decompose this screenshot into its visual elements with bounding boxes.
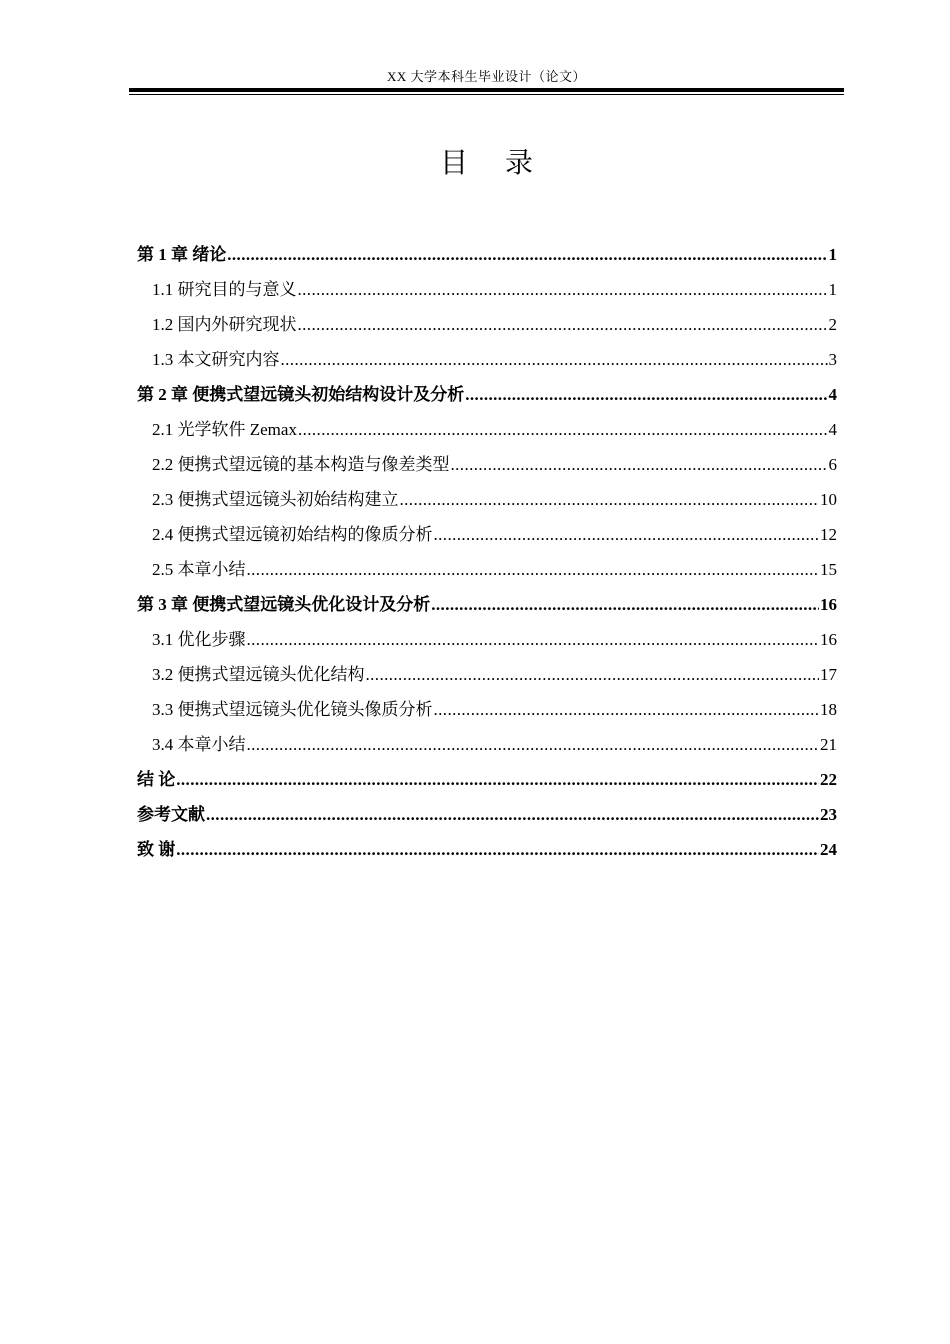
toc-page-number: 1	[828, 280, 837, 299]
toc-dot-leader	[206, 797, 819, 832]
toc-entry-label: 参考文献	[137, 805, 205, 824]
toc-section-entry[interactable]	[137, 552, 837, 587]
toc-page-number: 16	[820, 595, 837, 614]
toc-dot-leader	[176, 762, 819, 797]
toc-chapter-entry[interactable]	[137, 832, 837, 867]
toc-dot-leader	[465, 377, 827, 412]
toc-page-number: 16	[820, 630, 837, 649]
toc-page-number: 17	[820, 665, 837, 684]
toc-section-entry[interactable]	[137, 272, 837, 307]
toc-chapter-entry[interactable]	[137, 237, 837, 272]
toc-section-entry[interactable]	[137, 447, 837, 482]
toc-section-entry[interactable]	[137, 412, 837, 447]
toc-dot-leader	[451, 447, 828, 482]
toc-page-number: 4	[828, 420, 837, 439]
toc-chapter-entry[interactable]	[137, 797, 837, 832]
toc-dot-leader	[434, 692, 820, 727]
toc-entry-label: 3.1 优化步骤	[152, 630, 246, 649]
toc-page-number: 3	[828, 350, 837, 369]
toc-chapter-entry[interactable]	[137, 762, 837, 797]
toc-entry-label: 2.5 本章小结	[152, 560, 246, 579]
toc-entry-label: 第 3 章 便携式望远镜头优化设计及分析	[137, 595, 431, 614]
toc-dot-leader	[247, 552, 820, 587]
toc-page-number: 2	[828, 315, 837, 334]
toc-section-entry[interactable]	[137, 692, 837, 727]
toc-dot-leader	[176, 832, 819, 867]
toc-entry-label: 3.2 便携式望远镜头优化结构	[152, 665, 365, 684]
toc-page-number: 22	[820, 770, 837, 789]
toc-chapter-entry[interactable]	[137, 587, 837, 622]
toc-page-number: 18	[820, 700, 837, 719]
toc-section-entry[interactable]	[137, 657, 837, 692]
toc-page-number: 6	[828, 455, 837, 474]
toc-dot-leader	[400, 482, 820, 517]
table-of-contents	[137, 237, 837, 867]
toc-dot-leader	[281, 342, 828, 377]
toc-page-number: 21	[820, 735, 837, 754]
toc-dot-leader	[298, 412, 828, 447]
header-rule-thick	[129, 88, 844, 92]
toc-entry-label: 3.3 便携式望远镜头优化镜头像质分析	[152, 700, 433, 719]
toc-page-number: 15	[820, 560, 837, 579]
toc-page-number: 1	[828, 245, 837, 264]
toc-entry-label: 1.2 国内外研究现状	[152, 315, 297, 334]
toc-entry-label: 1.3 本文研究内容	[152, 350, 280, 369]
toc-entry-label: 2.4 便携式望远镜初始结构的像质分析	[152, 525, 433, 544]
toc-entry-label: 2.2 便携式望远镜的基本构造与像差类型	[152, 455, 450, 474]
toc-title: 目 录	[440, 146, 547, 179]
toc-entry-label: 3.4 本章小结	[152, 735, 246, 754]
toc-dot-leader	[366, 657, 820, 692]
toc-dot-leader	[298, 307, 828, 342]
toc-page-number: 12	[820, 525, 837, 544]
toc-section-entry[interactable]	[137, 622, 837, 657]
toc-dot-leader	[247, 622, 820, 657]
toc-section-entry[interactable]	[137, 307, 837, 342]
toc-section-entry[interactable]	[137, 342, 837, 377]
toc-entry-label: 第 1 章 绪论	[137, 245, 227, 264]
toc-dot-leader	[247, 727, 820, 762]
toc-section-entry[interactable]	[137, 727, 837, 762]
toc-dot-leader	[227, 237, 827, 272]
toc-entry-label: 致 谢	[137, 840, 176, 859]
toc-chapter-entry[interactable]	[137, 377, 837, 412]
toc-dot-leader	[431, 587, 819, 622]
toc-dot-leader	[434, 517, 820, 552]
toc-page-number: 4	[828, 385, 837, 404]
toc-page-number: 24	[820, 840, 837, 859]
toc-entry-label: 结 论	[137, 770, 176, 789]
toc-dot-leader	[298, 272, 828, 307]
toc-entry-label: 第 2 章 便携式望远镜头初始结构设计及分析	[137, 385, 465, 404]
toc-entry-label: 1.1 研究目的与意义	[152, 280, 297, 299]
toc-entry-label: 2.3 便携式望远镜头初始结构建立	[152, 490, 399, 509]
toc-page-number: 23	[820, 805, 837, 824]
toc-entry-label: 2.1 光学软件 Zemax	[152, 420, 297, 439]
header-rule-thin	[129, 94, 844, 95]
toc-section-entry[interactable]	[137, 482, 837, 517]
running-header: XX 大学本科生毕业设计（论文）	[386, 69, 587, 84]
toc-section-entry[interactable]	[137, 517, 837, 552]
toc-page-number: 10	[820, 490, 837, 509]
